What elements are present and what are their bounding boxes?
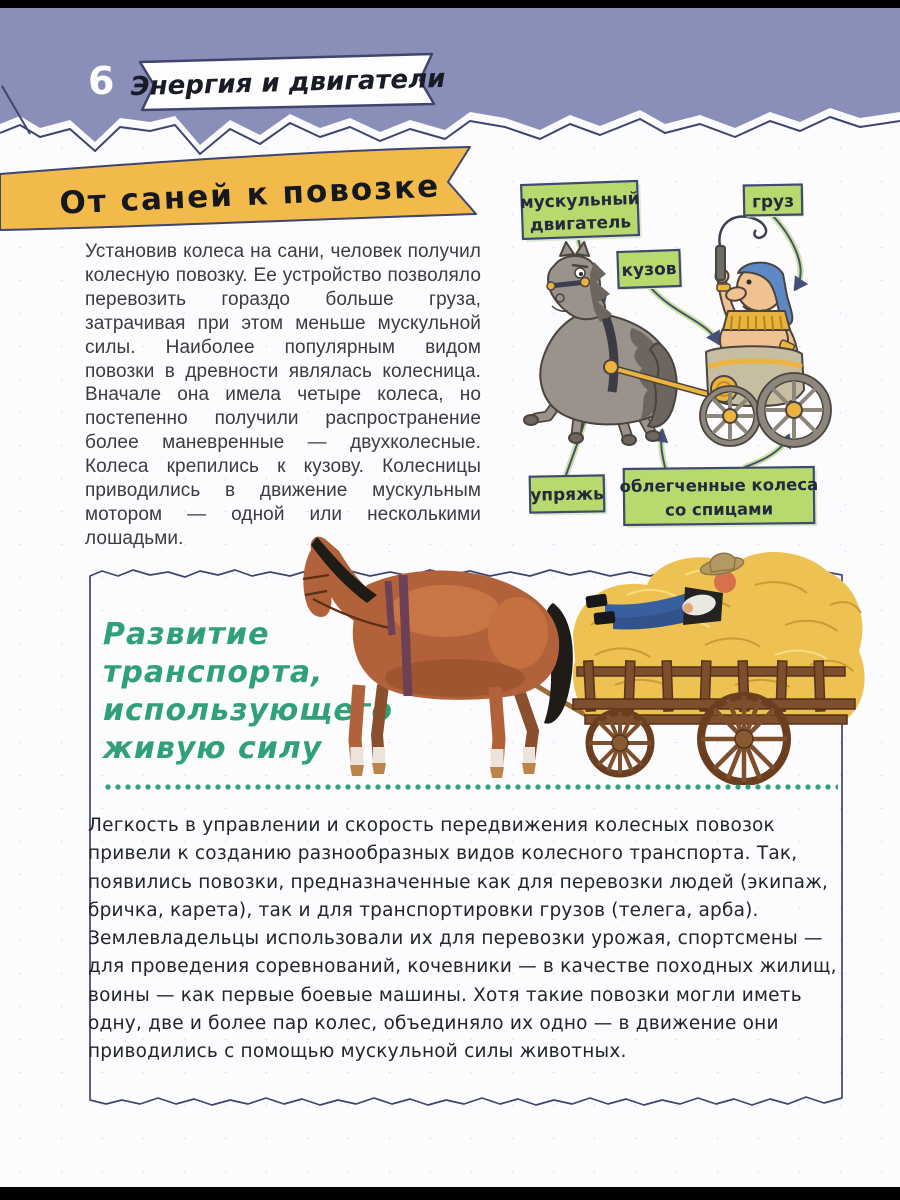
chariot-diagram — [490, 170, 900, 540]
label-text: упряжь — [530, 484, 604, 506]
label-muscle-engine — [519, 181, 642, 242]
page-number: 6 — [88, 59, 115, 103]
label-body — [617, 250, 682, 290]
section-heading-line: использующего — [103, 693, 394, 728]
dotted-separator — [104, 783, 838, 791]
chariot-cart-and-rider — [700, 216, 831, 447]
label-text: кузов — [621, 259, 677, 281]
section-paragraph: Легкость в управлении и скорость передвижения колесных повозок привели к созданию разнообразных видов колесного транспорта. Так, появились повозки, предназначенные как для перевозки людей (экипаж, бричка, карета), так и для транспортировки грузов (телега, арба). Землевладельцы использовали их для перевозки урожая, спортсмены — для проведения соревнований, кочевники — в качестве походных жилищ, воины — как первые боевые машины. Хотя такие повозки могли иметь одну, две и более пар колес, объединяло их одно — в движение они приводились с помощью мускульной силы животных. — [88, 815, 837, 1063]
page-title: От саней к повозке — [58, 168, 441, 222]
hay-cart — [573, 552, 865, 782]
section-heading-line: Развитие — [103, 617, 270, 652]
horse-cart-illustration — [255, 535, 875, 785]
label-cargo — [744, 184, 805, 217]
header-ribbon — [130, 54, 446, 110]
section-heading-line: транспорта, — [103, 655, 324, 690]
label-harness — [530, 475, 608, 515]
label-text: двигатель — [529, 212, 632, 236]
intro-paragraph: Установив колеса на сани, человек получил колесную повозку. Ее устройство позволяло перевозить гораздо больше груза, затрачивая при этом меньше мускульной силы. Наиболее популярным видом повозки в древности являлась колесница. Вначале она имела четыре колеса, но постепенно получили распространение более маневренные — двухколесные. Колеса крепились к кузову. Колесницы приводились в движение мускульным мотором — одной или несколькими лошадьми. — [85, 241, 481, 549]
label-text: груз — [751, 191, 795, 213]
label-wheels — [619, 467, 818, 528]
title-ribbon — [0, 147, 476, 230]
label-text: мускульный — [519, 188, 640, 214]
label-text: облегченные колеса — [619, 474, 819, 497]
section-heading-line: живую силу — [103, 731, 323, 766]
label-text: со спицами — [665, 499, 774, 520]
header-banner-label: Энергия и двигатели — [130, 63, 446, 103]
